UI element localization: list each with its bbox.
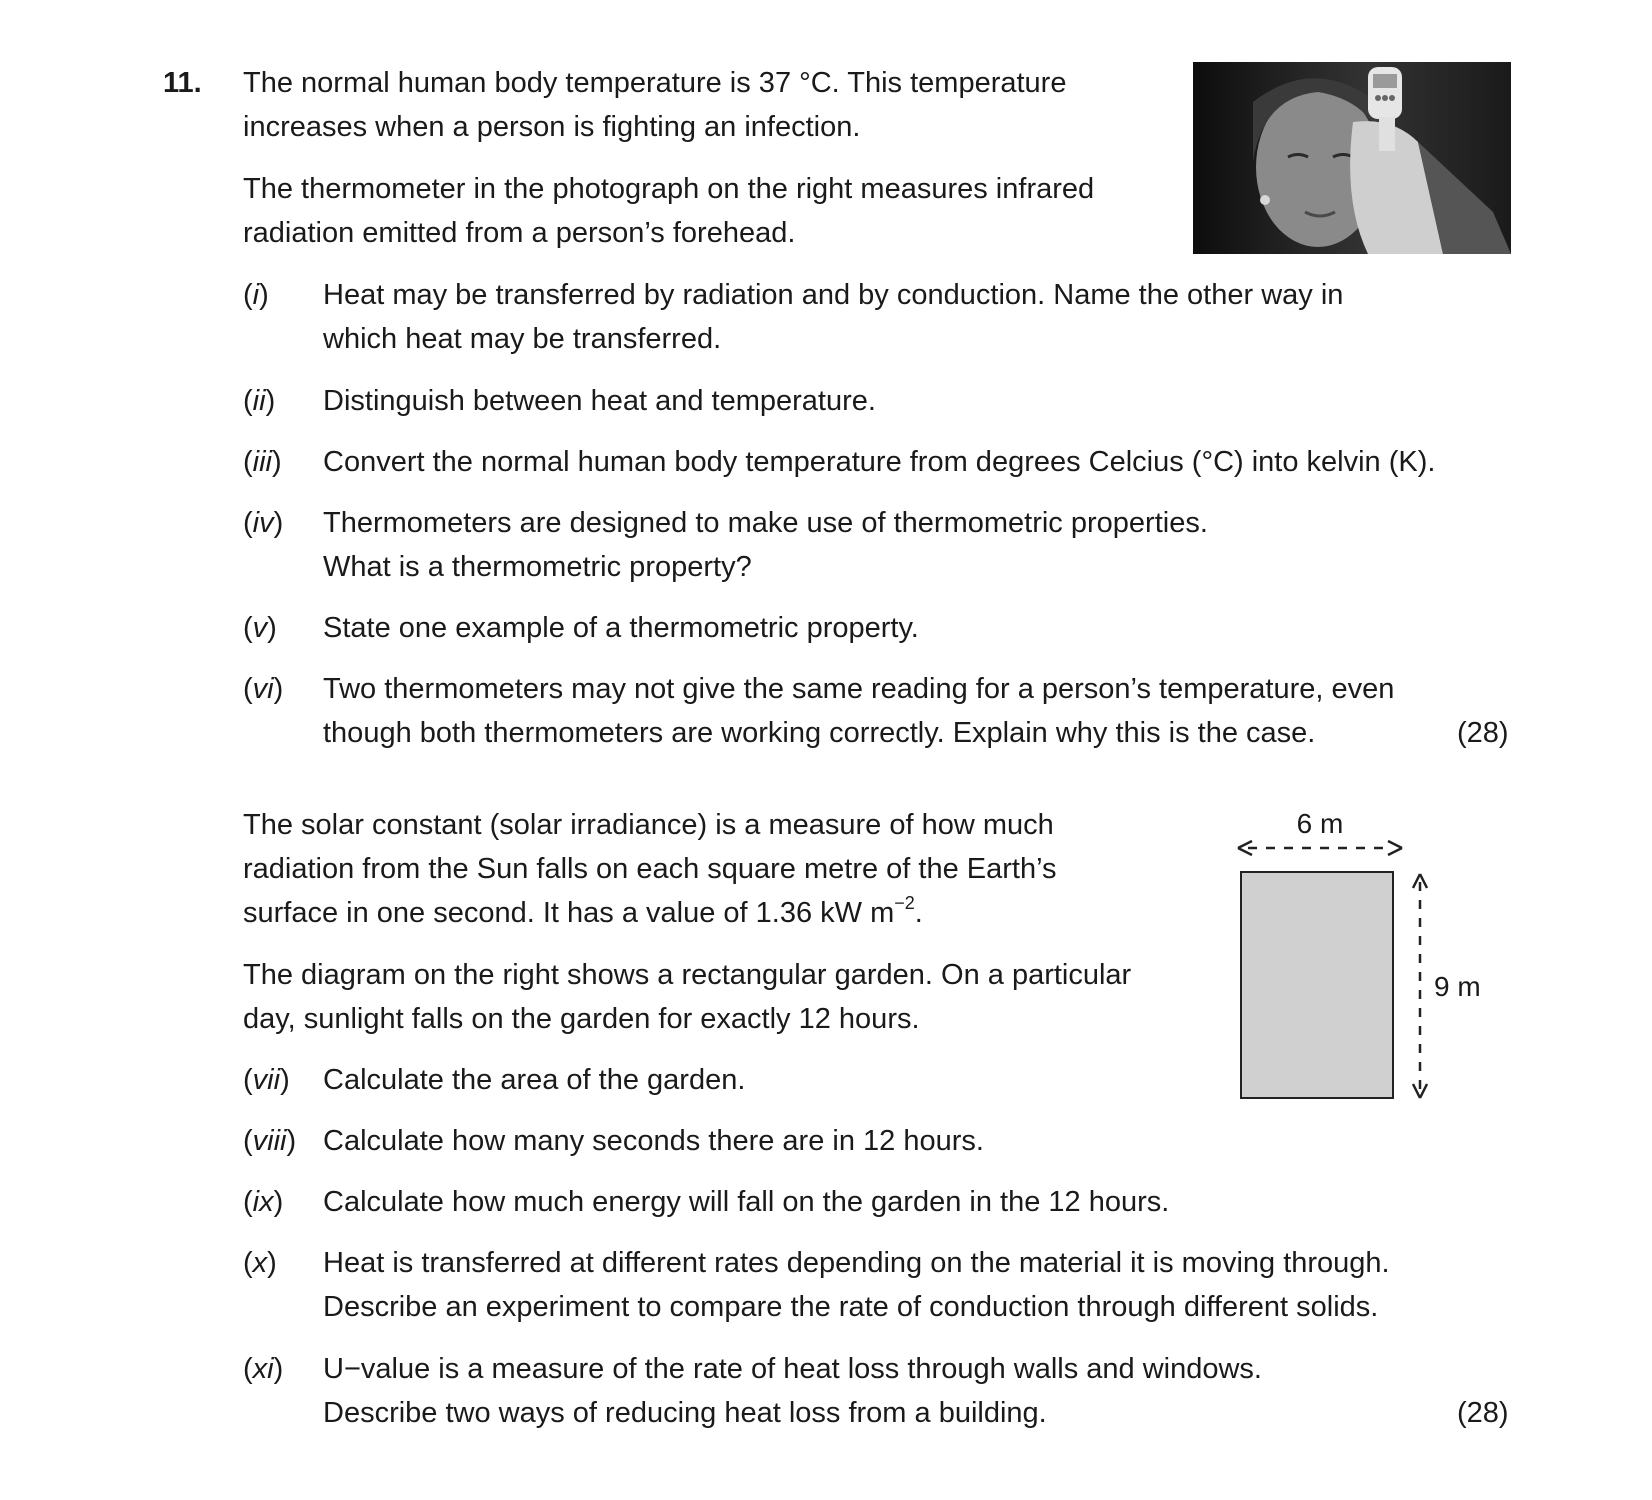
part-label-iii: (iii) [243,446,282,478]
intro-line-1: The normal human body temperature is 37 °C. This temperature [243,67,1067,99]
solar-line-2: radiation from the Sun falls on each square metre of the Earth’s [243,853,1057,885]
part-ii-line-1: Distinguish between heat and temperature. [323,385,876,417]
part-viii-line-1: Calculate how many seconds there are in 12 hours. [323,1125,984,1157]
part-vi-line-1: Two thermometers may not give the same reading for a person’s temperature, even [323,673,1395,705]
part-i-line-2: which heat may be transferred. [323,323,722,355]
part-label-ii: (ii) [243,385,276,417]
part-vii-line-1: Calculate the area of the garden. [323,1064,746,1096]
garden-diagram [1230,800,1490,1110]
part-iv-line-2: What is a thermometric property? [323,551,752,583]
part-x-line-2: Describe an experiment to compare the rate of conduction through different solids. [323,1291,1379,1323]
part-label-iv: (iv) [243,507,284,539]
garden-line-1: The diagram on the right shows a rectangular garden. On a particular [243,959,1132,991]
part-label-viii: (viii) [243,1125,297,1157]
part-ix-line-1: Calculate how much energy will fall on the garden in the 12 hours. [323,1186,1170,1218]
photo-illustration [1193,62,1511,254]
marks-a: (28) [1457,717,1509,749]
part-label-ix: (ix) [243,1186,284,1218]
question-number: 11. [163,67,202,99]
thermometer-photo [1193,62,1511,254]
solar-line-3: surface in one second. It has a value of 1.36 kW $m^{-2}$. [243,893,923,929]
part-label-x: (x) [243,1247,277,1279]
solar-line-1: The solar constant (solar irradiance) is a measure of how much [243,809,1054,841]
part-label-vi: (vi) [243,673,284,705]
part-label-xi: (xi) [243,1353,284,1385]
part-xi-line-2: Describe two ways of reducing heat loss from a building. [323,1397,1047,1429]
part-iv-line-1: Thermometers are designed to make use of thermometric properties. [323,507,1208,539]
garden-line-2: day, sunlight falls on the garden for exactly 12 hours. [243,1003,920,1035]
part-x-line-1: Heat is transferred at different rates depending on the material it is moving through. [323,1247,1390,1279]
arrow-right-icon [1388,841,1402,855]
part-vi-line-2: though both thermometers are working correctly. Explain why this is the case. [323,717,1316,749]
garden-rectangle [1241,872,1393,1098]
part-label-v: (v) [243,612,277,644]
intro2-line-2: radiation emitted from a person’s forehead. [243,217,796,249]
part-i-line-1: Heat may be transferred by radiation and by conduction. Name the other way in [323,279,1344,311]
part-label-i: (i) [243,279,269,311]
marks-b: (28) [1457,1397,1509,1429]
part-v-line-1: State one example of a thermometric property. [323,612,919,644]
height-label: 9 m [1434,971,1481,1002]
part-xi-line-1: U−value is a measure of the rate of heat loss through walls and windows. [323,1353,1262,1385]
part-iii-line-1: Convert the normal human body temperature from degrees Celcius (°C) into kelvin (K). [323,446,1436,478]
part-label-vii: (vii) [243,1064,290,1096]
width-label: 6 m [1296,808,1344,839]
intro2-line-1: The thermometer in the photograph on the right measures infrared [243,173,1095,205]
intro-line-2: increases when a person is fighting an infection. [243,111,861,143]
